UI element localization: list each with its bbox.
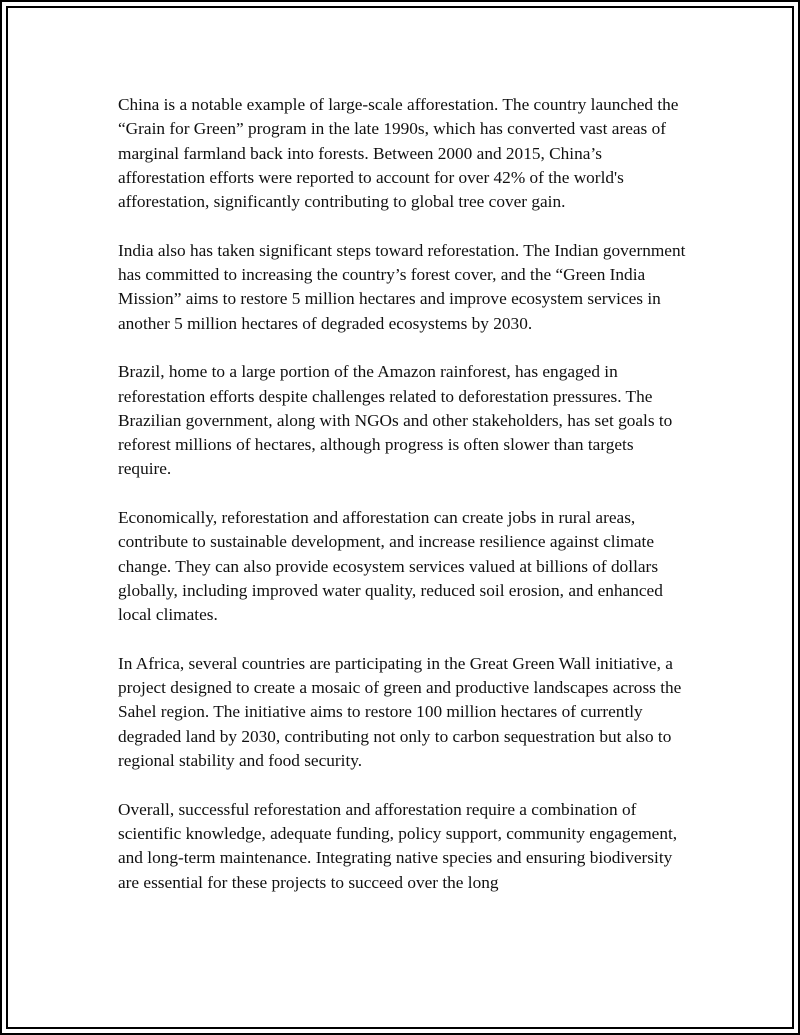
document-body [118, 93, 688, 919]
paragraph-africa: In Africa, several countries are participating in the Great Green Wall initiative, a project designed to create a mosaic of green and productive landscapes across the Sahel region. The initiative aims to restore 100 million hectares of currently degraded land by 2030, contributing not only to carbon sequestration but also to regional stability and food security. [118, 653, 682, 771]
paragraph-india: India also has taken significant steps toward reforestation. The Indian government has committed to increasing the country’s forest cover, and the “Green India Mission” aims to restore 5 million hectares and improve ecosystem services in another 5 million hectares of degraded ecosystems by 2030. [118, 240, 686, 333]
paragraph-brazil: Brazil, home to a large portion of the Amazon rainforest, has engaged in reforestation efforts despite challenges related to deforestation pressures. The Brazilian government, along with NGOs and other stakeholders, has set goals to reforest millions of hectares, although progress is often slower than targets require. [118, 362, 673, 479]
paragraph-china: China is a notable example of large-scale afforestation. The country launched the “Grain for Green” program in the late 1990s, which has converted vast areas of marginal farmland back into forests. Between 2000 and 2015, China’s afforestation efforts were reported to account for over 42% of the world's afforestation, significantly contributing to global tree cover gain. [118, 95, 679, 212]
paragraph-overall: Overall, successful reforestation and afforestation require a combination of scientific knowledge, adequate funding, policy support, community engagement, and long-term maintenance. Integrating native species and ensuring biodiversity are essential for these projects to succeed over the long [118, 799, 678, 892]
paragraph-economics: Economically, reforestation and afforestation can create jobs in rural areas, contribute to sustainable development, and increase resilience against climate change. They can also provide ecosystem services valued at billions of dollars globally, including improved water quality, reduced soil erosion, and enhanced local climates. [118, 508, 663, 625]
